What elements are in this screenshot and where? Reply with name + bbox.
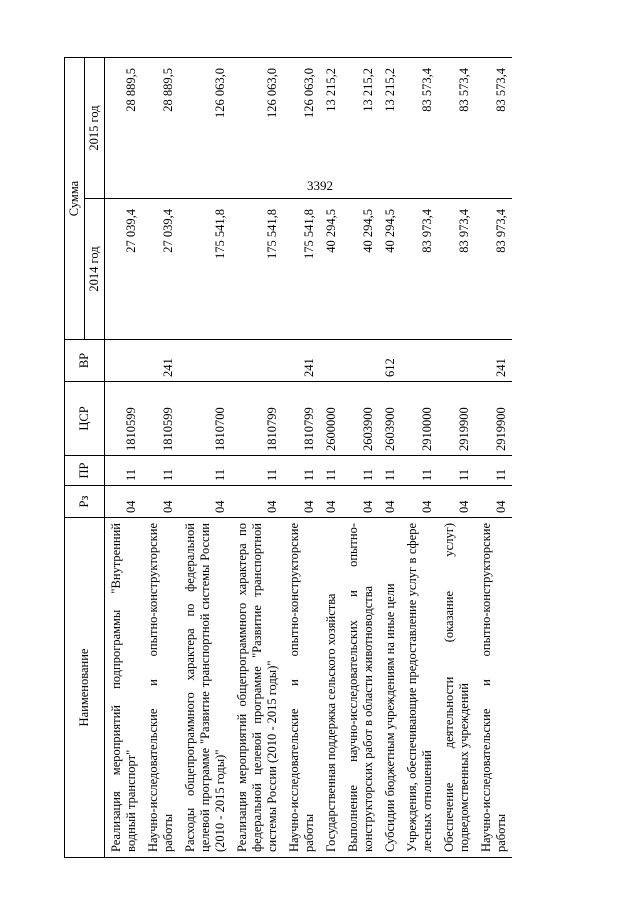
cell-sum-2015: 28 889,5 — [105, 58, 143, 199]
cell-csr: 2603900 — [342, 382, 379, 456]
table-body — [105, 58, 513, 858]
cell-sum-2015: 28 889,5 — [142, 58, 179, 199]
cell-sum-2014: 40 294,5 — [342, 199, 379, 340]
table-row — [283, 58, 320, 858]
cell-vr — [105, 340, 143, 382]
table-row — [231, 58, 283, 858]
cell-name: Реализация мероприятий общепрограммного характера по федеральной целевой программе "Развитие транспортной системы России (2010 - 2015 годы)" — [231, 518, 283, 858]
cell-pr: 11 — [231, 456, 283, 486]
cell-name: Учреждения, обеспечивающие предоставление услуг в сфере лесных отношений — [401, 518, 438, 858]
header-sum: Сумма — [65, 58, 85, 340]
cell-rz: 04 — [231, 486, 283, 518]
header-vr: ВР — [65, 340, 105, 382]
header-pr: ПР — [65, 456, 105, 486]
cell-csr: 2919900 — [438, 382, 475, 456]
cell-sum-2014: 40 294,5 — [320, 199, 342, 340]
cell-name: Реализация мероприятий подпрограммы "Внутренний водный транспорт" — [105, 518, 143, 858]
cell-name: Научно-исследовательские и опытно-конструкторские работы — [142, 518, 179, 858]
table-row — [105, 58, 143, 858]
cell-sum-2014: 83 973,4 — [438, 199, 475, 340]
cell-rz: 04 — [475, 486, 512, 518]
cell-rz: 04 — [179, 486, 231, 518]
cell-sum-2014: 27 039,4 — [142, 199, 179, 340]
cell-csr: 1810799 — [231, 382, 283, 456]
header-year-2015: 2015 год — [85, 58, 105, 199]
cell-pr: 11 — [142, 456, 179, 486]
table-header — [65, 58, 105, 858]
table-row — [342, 58, 379, 858]
cell-pr: 11 — [320, 456, 342, 486]
cell-pr: 11 — [105, 456, 143, 486]
table-row — [320, 58, 342, 858]
cell-sum-2014: 40 294,5 — [379, 199, 401, 340]
cell-vr: 241 — [475, 340, 512, 382]
cell-vr — [438, 340, 475, 382]
rotated-page-content — [64, 58, 629, 858]
cell-name: Государственная поддержка сельского хозяйства — [320, 518, 342, 858]
cell-vr — [231, 340, 283, 382]
cell-name: Научно-исследовательские и опытно-конструкторские работы — [283, 518, 320, 858]
cell-sum-2015: 13 215,2 — [379, 58, 401, 199]
cell-pr: 11 — [342, 456, 379, 486]
cell-csr: 2600000 — [320, 382, 342, 456]
header-csr: ЦСР — [65, 382, 105, 456]
table-row — [438, 58, 475, 858]
cell-vr: 241 — [283, 340, 320, 382]
cell-name: Обеспечение деятельности (оказание услуг) подведомственных учреждений — [438, 518, 475, 858]
cell-sum-2015: 83 573,4 — [475, 58, 512, 199]
header-year-2014: 2014 год — [85, 199, 105, 340]
table-row — [379, 58, 401, 858]
cell-vr — [320, 340, 342, 382]
cell-pr: 11 — [283, 456, 320, 486]
cell-sum-2014: 175 541,8 — [179, 199, 231, 340]
cell-rz: 04 — [105, 486, 143, 518]
budget-table — [64, 57, 512, 858]
cell-name: Научно-исследовательские и опытно-конструкторские работы — [475, 518, 512, 858]
cell-vr — [342, 340, 379, 382]
cell-csr: 2603900 — [379, 382, 401, 456]
cell-sum-2015: 13 215,2 — [342, 58, 379, 199]
table-row — [401, 58, 438, 858]
cell-name: Расходы общепрограммного характера по федеральной целевой программе "Развитие транспортной системы России (2010 - 2015 годы)" — [179, 518, 231, 858]
table-row — [179, 58, 231, 858]
cell-rz: 04 — [283, 486, 320, 518]
cell-csr: 1810599 — [142, 382, 179, 456]
cell-pr: 11 — [179, 456, 231, 486]
cell-rz: 04 — [342, 486, 379, 518]
header-rz: Рз — [65, 486, 105, 518]
cell-csr: 1810799 — [283, 382, 320, 456]
cell-sum-2014: 27 039,4 — [105, 199, 143, 340]
cell-rz: 04 — [320, 486, 342, 518]
cell-sum-2015: 126 063,0 — [283, 58, 320, 199]
cell-pr: 11 — [379, 456, 401, 486]
cell-sum-2014: 175 541,8 — [283, 199, 320, 340]
cell-pr: 11 — [438, 456, 475, 486]
cell-rz: 04 — [379, 486, 401, 518]
cell-csr: 1810700 — [179, 382, 231, 456]
cell-rz: 04 — [142, 486, 179, 518]
cell-pr: 11 — [401, 456, 438, 486]
cell-name: Выполнение научно-исследовательских и опытно-конструкторских работ в области животноводства — [342, 518, 379, 858]
cell-csr: 2919900 — [475, 382, 512, 456]
header-name: Наименование — [65, 518, 105, 858]
cell-csr: 2910000 — [401, 382, 438, 456]
cell-vr: 612 — [379, 340, 401, 382]
cell-name: Субсидии бюджетным учреждениям на иные цели — [379, 518, 401, 858]
cell-sum-2014: 175 541,8 — [231, 199, 283, 340]
cell-vr — [401, 340, 438, 382]
cell-rz: 04 — [438, 486, 475, 518]
cell-vr: 241 — [142, 340, 179, 382]
cell-sum-2015: 126 063,0 — [231, 58, 283, 199]
cell-pr: 11 — [475, 456, 512, 486]
cell-sum-2015: 13 215,2 — [320, 58, 342, 199]
cell-sum-2015: 83 573,4 — [438, 58, 475, 199]
cell-csr: 1810599 — [105, 382, 143, 456]
table-row — [142, 58, 179, 858]
cell-sum-2015: 126 063,0 — [179, 58, 231, 199]
cell-rz: 04 — [401, 486, 438, 518]
cell-sum-2014: 83 973,4 — [401, 199, 438, 340]
cell-sum-2015: 83 573,4 — [401, 58, 438, 199]
cell-sum-2014: 83 973,4 — [475, 199, 512, 340]
page-number: 3392 — [307, 178, 333, 193]
cell-vr — [179, 340, 231, 382]
table-row — [475, 58, 512, 858]
